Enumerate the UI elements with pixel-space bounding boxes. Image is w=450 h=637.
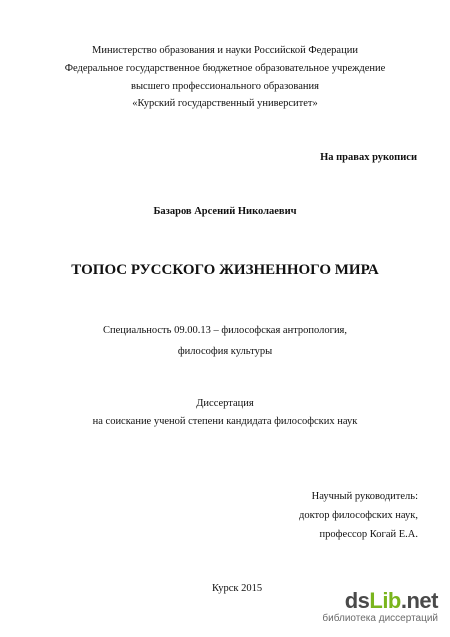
dissertation-title: ТОПОС РУССКОГО ЖИЗНЕННОГО МИРА [71, 262, 379, 278]
specialty-line-1: Специальность 09.00.13 – философская антропология, [102, 325, 348, 336]
degree-line: на соискание ученой степени кандидата философских наук [92, 416, 358, 427]
dslib-logo [318, 590, 438, 612]
watermark-subtitle: библиотека диссертаций [322, 613, 438, 624]
institution-line-1: Министерство образования и науки Российской Федерации [92, 45, 358, 56]
institution-line-3: высшего профессионального образования [131, 81, 319, 92]
logo-accent: Lib [369, 588, 401, 613]
logo-suffix: .net [400, 588, 438, 613]
institution-line-2: Федеральное государственное бюджетное образовательное учреждение [64, 63, 386, 74]
institution-line-4: «Курский государственный университет» [132, 98, 318, 109]
manuscript-note: На правах рукописи [320, 152, 417, 163]
dissertation-label: Диссертация [196, 398, 254, 409]
dslib-watermark [318, 590, 438, 630]
supervisor-degree: доктор философских наук, [299, 510, 418, 521]
supervisor-name: профессор Когай Е.А. [319, 529, 418, 540]
author-name: Базаров Арсений Николаевич [153, 206, 297, 217]
supervisor-label: Научный руководитель: [311, 491, 418, 502]
specialty-line-2: философия культуры [177, 346, 273, 357]
logo-prefix: ds [344, 588, 370, 613]
city-year: Курск 2015 [212, 583, 263, 594]
